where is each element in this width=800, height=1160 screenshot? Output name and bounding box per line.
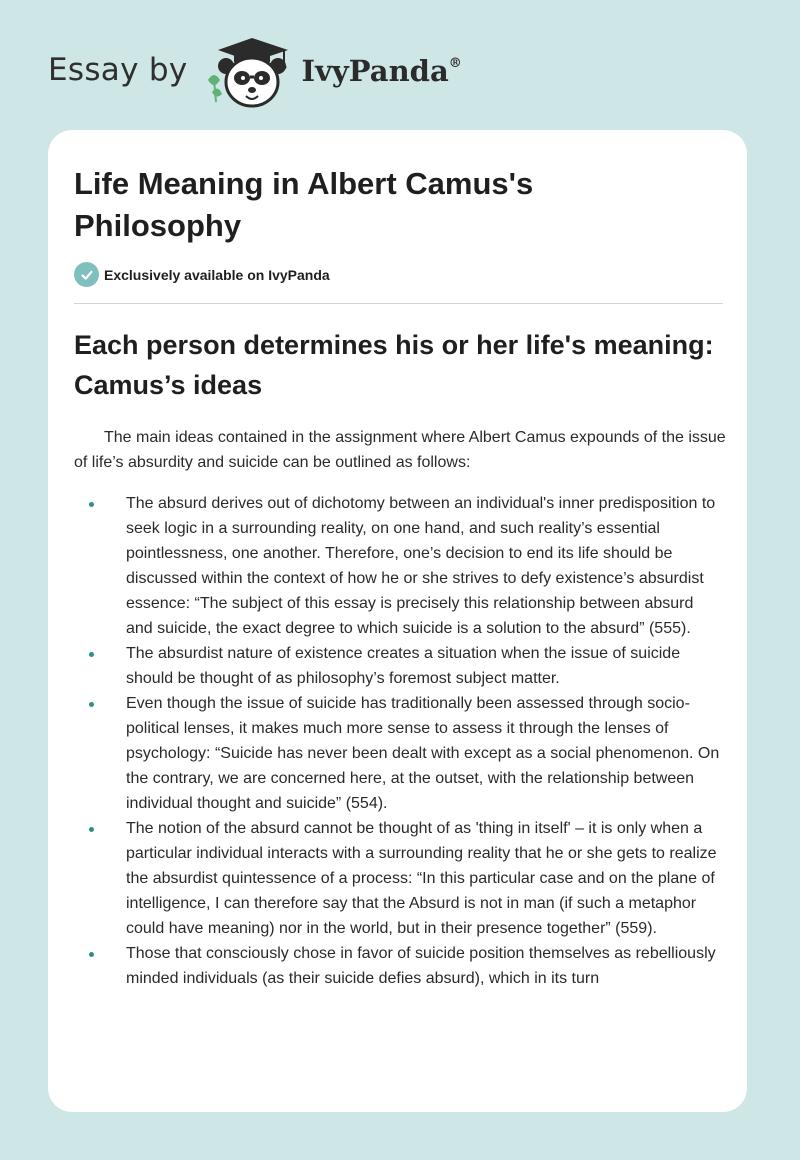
bullet-dot-icon <box>89 502 94 507</box>
list-item <box>74 941 724 991</box>
registered-mark: ® <box>448 56 462 71</box>
list-item-text: Even though the issue of suicide has traditionally been assessed through socio-political lenses, it makes much more sense to assess it through the lenses of psychology: “Suicide has never been dealt with except as a social phenomenon. On the contrary, we are concerned here, at the outset, with the relationship between individual thought and suicide” (554). <box>126 695 720 812</box>
exclusive-badge-text: Exclusively available on IvyPanda <box>104 266 330 283</box>
divider <box>74 303 723 304</box>
essay-card <box>48 130 747 1112</box>
exclusive-badge <box>74 262 330 287</box>
check-circle-icon <box>74 262 99 287</box>
panda-graduate-icon <box>204 36 296 108</box>
bullet-dot-icon <box>89 827 94 832</box>
brand-name: IvyPanda® <box>301 54 462 88</box>
list-item <box>74 641 724 691</box>
list-item <box>74 691 724 816</box>
list-item <box>74 816 724 941</box>
list-item <box>74 491 724 641</box>
section-heading: Each person determines his or her life's meaning: Camus’s ideas <box>74 330 714 400</box>
list-item-text: The notion of the absurd cannot be thought of as 'thing in itself' – it is only when a particular individual interacts with a surrounding reality that he or she gets to realize the absurdist quintessence of a process: “In this particular case and on the plane of intelligence, I can therefore say that the Absurd is not in man (if such a metaphor could have meaning) nor in the world, but in their presence together” (559). <box>126 820 717 937</box>
list-item-text: The absurdist nature of existence creates a situation when the issue of suicide should be thought of as philosophy’s foremost subject matter. <box>126 645 681 687</box>
list-item-text: Those that consciously chose in favor of suicide position themselves as rebelliously minded individuals (as their suicide defies absurd), which in its turn <box>126 945 716 987</box>
bullet-dot-icon <box>89 702 94 707</box>
bullet-dot-icon <box>89 952 94 957</box>
bullet-dot-icon <box>89 652 94 657</box>
list-item-text: The absurd derives out of dichotomy between an individual's inner predisposition to seek logic in a surrounding reality, on one hand, and such reality’s essential pointlessness, one another. Therefore, one’s decision to end its life should be discussed within the context of how he or she strives to defy existence’s absurdist essence: “The subject of this essay is precisely this relationship between absurd and suicide, the exact degree to which suicide is a solution to the absurd” (555). <box>126 495 716 637</box>
intro-paragraph: The main ideas contained in the assignment where Albert Camus expounds of the issue of life’s absurdity and suicide can be outlined as follows: <box>74 429 726 471</box>
ideas-list <box>74 491 724 991</box>
page-title: Life Meaning in Albert Camus's Philosophy <box>74 166 534 243</box>
site-header <box>48 36 462 108</box>
brand-prefix: Essay by <box>48 52 188 88</box>
